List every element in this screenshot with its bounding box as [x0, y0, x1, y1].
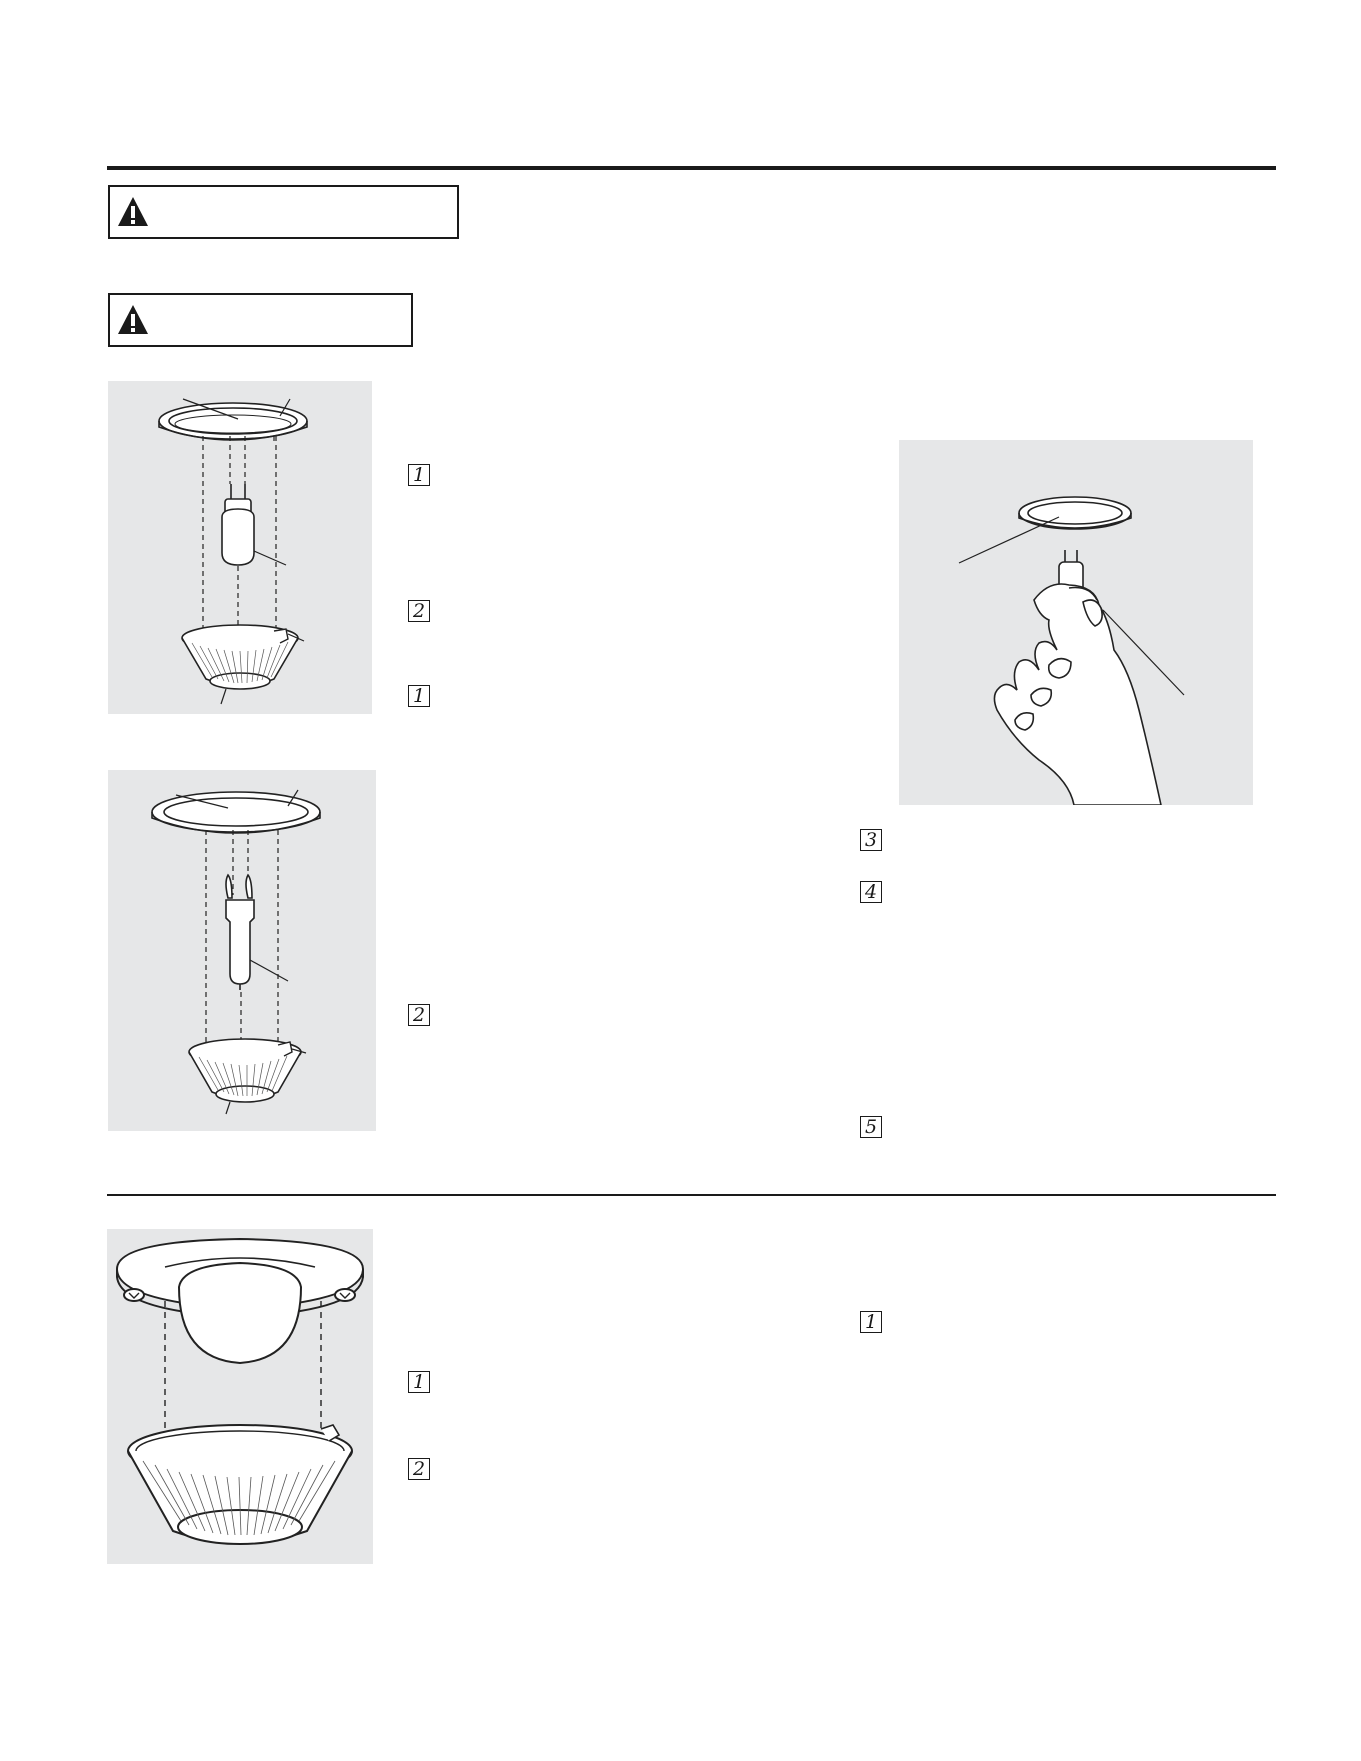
warning-box-1 — [108, 185, 459, 239]
step-number: 1 — [408, 464, 430, 486]
warning-triangle-icon — [116, 303, 150, 337]
bi-pin-bulb-exploded-diagram — [108, 770, 376, 1131]
step-number: 1 — [408, 685, 430, 707]
step-number: 4 — [860, 881, 882, 903]
step-number: 2 — [408, 1458, 430, 1480]
step-number: 5 — [860, 1116, 882, 1138]
hand-replacing-bulb-illustration — [899, 440, 1253, 805]
halogen-bulb-exploded-diagram — [108, 381, 372, 714]
step-number: 1 — [860, 1311, 882, 1333]
step-number: 2 — [408, 600, 430, 622]
dome-light-cover-diagram — [107, 1229, 373, 1564]
step-number: 3 — [860, 829, 882, 851]
step-number: 2 — [408, 1004, 430, 1026]
step-number: 1 — [408, 1371, 430, 1393]
top-rule — [107, 166, 1276, 170]
warning-triangle-icon — [116, 195, 150, 229]
section-divider — [107, 1194, 1276, 1196]
warning-box-2 — [108, 293, 413, 347]
